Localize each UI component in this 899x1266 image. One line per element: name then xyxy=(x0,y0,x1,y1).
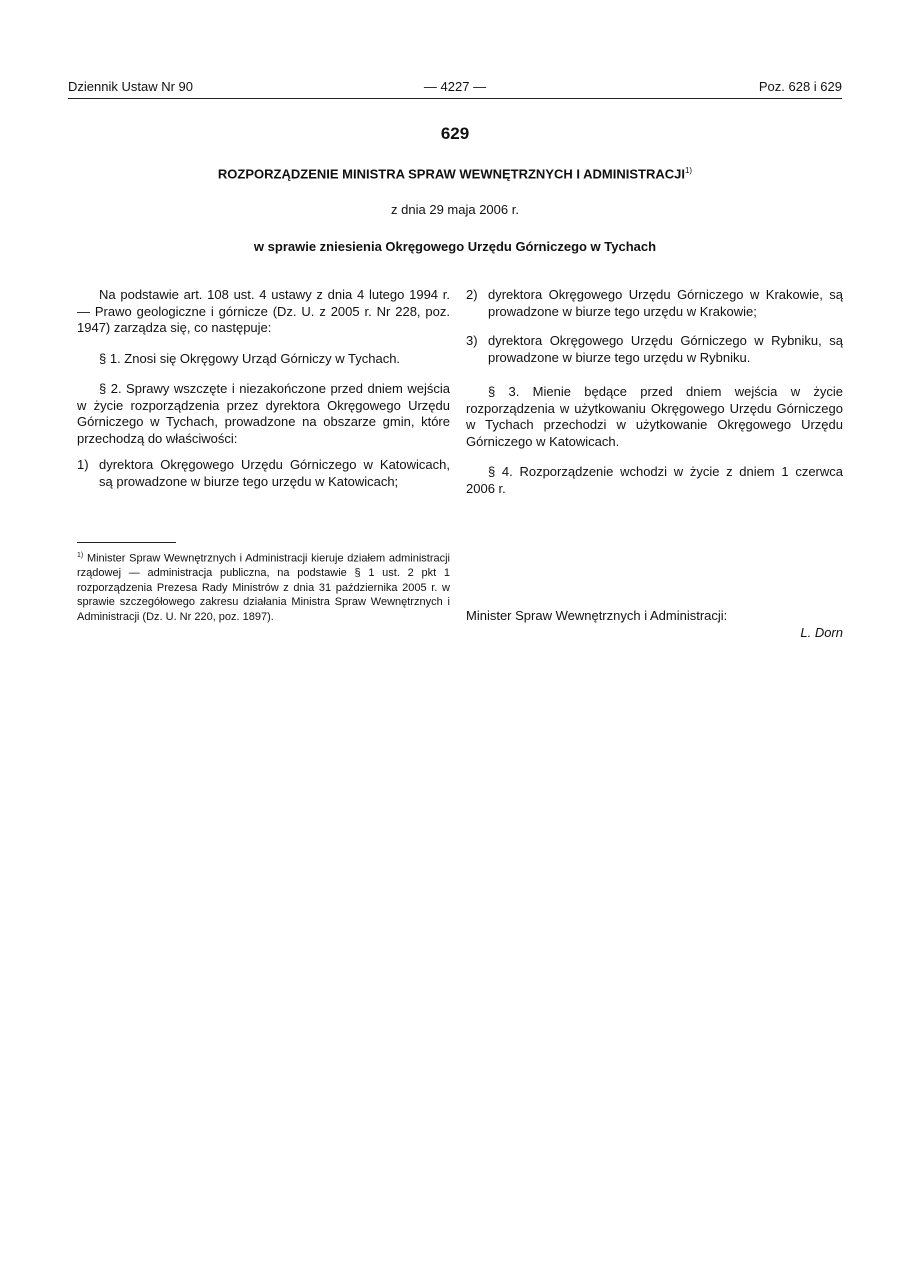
list-item-number: 3) xyxy=(466,333,478,348)
list-item xyxy=(77,457,450,490)
list-item-text: dyrektora Okręgowego Urzędu Górniczego w Rybniku, są prowadzone w biurze tego urzędu w Rybniku. xyxy=(488,333,843,365)
section-3: § 3. Mienie będące przed dniem wejścia w życie rozporządzenia w użytkowaniu Okręgowego Urzędu Górniczego w Tychach przechodzi w użytkowanie Okręgowego Urzędu Górniczego w Katowicach. xyxy=(466,384,843,449)
footnote-text: Minister Spraw Wewnętrznych i Administracji kieruje działem administracji rządowej — administracja publiczna, na podstawie § 1 ust. 2 pkt 1 rozporządzenia Prezesa Rady Ministrów z dnia 31 października 2005 r. w sprawie szczegółowego zakresu działania Ministra Spraw Wewnętrznych i Administracji (Dz. U. Nr 220, poz. 1897). xyxy=(77,552,451,623)
list-item-text: dyrektora Okręgowego Urzędu Górniczego w Krakowie, są prowadzone w biurze tego urzędu w Krakowie; xyxy=(488,287,843,319)
act-date: z dnia 29 maja 2006 r. xyxy=(391,202,519,217)
list-item xyxy=(466,287,843,320)
footnote-divider xyxy=(77,542,176,543)
signature-label: Minister Spraw Wewnętrznych i Administracji: xyxy=(466,608,728,623)
signature-name: L. Dorn xyxy=(800,625,843,640)
preamble: Na podstawie art. 108 ust. 4 ustawy z dnia 4 lutego 1994 r. — Prawo geologiczne i górnicze (Dz. U. z 2005 r. Nr 228, poz. 1947) zarządza się, co następuje: xyxy=(77,287,450,335)
section-2: § 2. Sprawy wszczęte i niezakończone przed dniem wejścia w życie rozporządzenia przez dyrektora Okręgowego Urzędu Górniczego w Tychach, prowadzone na obszarze gmin, które przechodzą do właściwości: xyxy=(77,381,450,446)
header-divider xyxy=(68,98,842,99)
right-column xyxy=(466,287,843,511)
list-item-number: 2) xyxy=(466,287,478,302)
footnote-mark: 1) xyxy=(77,552,84,559)
list-item-text: dyrektora Okręgowego Urzędu Górniczego w Katowicach, są prowadzone w biurze tego urzędu w Katowicach; xyxy=(99,457,450,489)
act-subject: w sprawie zniesienia Okręgowego Urzędu Górniczego w Tychach xyxy=(253,239,657,254)
page-number: — 4227 — xyxy=(423,79,487,94)
list-item xyxy=(466,333,843,366)
position-reference: Poz. 628 i 629 xyxy=(758,79,842,94)
section-4: § 4. Rozporządzenie wchodzi w życie z dniem 1 czerwca 2006 r. xyxy=(466,464,843,496)
act-title-text: ROZPORZĄDZENIE MINISTRA SPRAW WEWNĘTRZNYCH I ADMINISTRACJI xyxy=(217,166,685,182)
act-number: 629 xyxy=(440,124,470,143)
list-item-number: 1) xyxy=(77,457,89,472)
footnote xyxy=(77,549,450,624)
act-title xyxy=(68,166,842,181)
section-1: § 1. Znosi się Okręgowy Urząd Górniczy w Tychach. xyxy=(99,350,401,366)
title-footnote-mark: 1) xyxy=(684,166,693,175)
left-column xyxy=(77,287,450,503)
journal-name: Dziennik Ustaw Nr 90 xyxy=(68,79,193,94)
